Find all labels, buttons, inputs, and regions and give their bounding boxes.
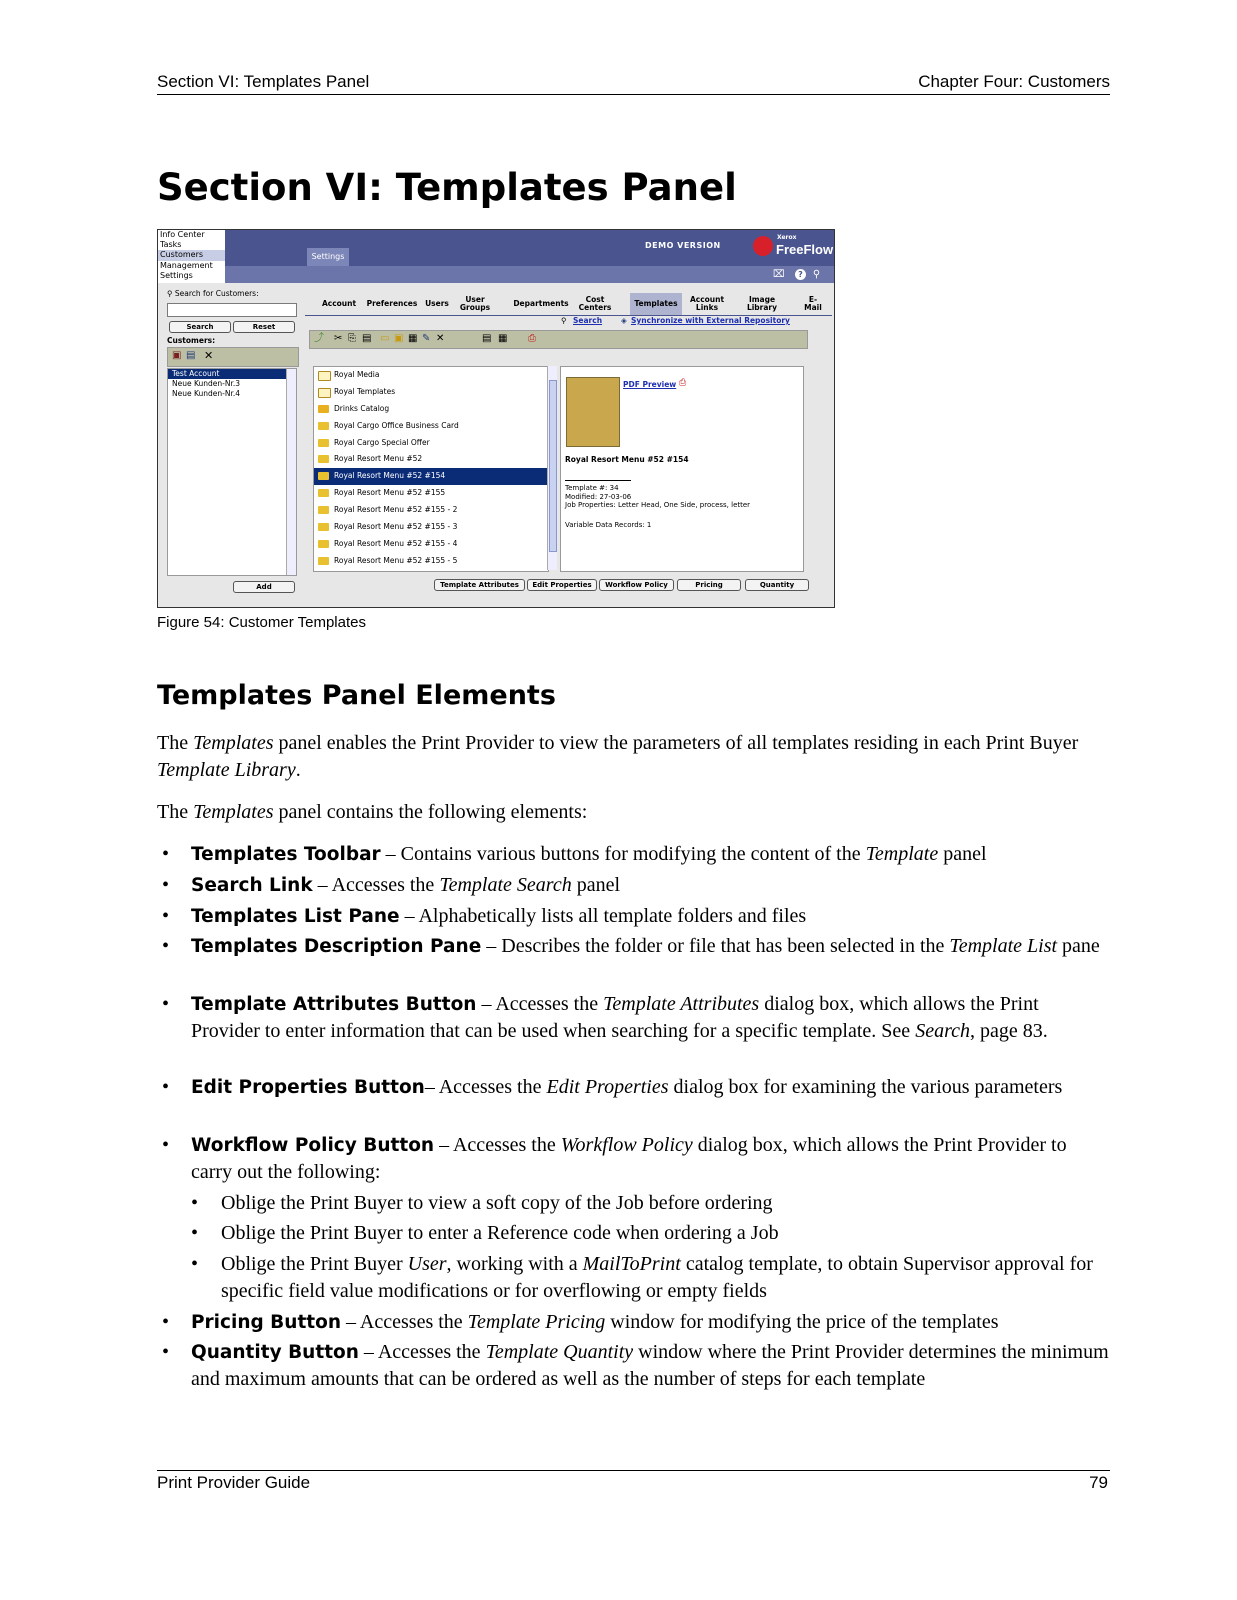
- customer-search-button[interactable]: Search: [169, 321, 231, 333]
- template-meta: [565, 484, 750, 510]
- add-customer-button[interactable]: Add: [233, 581, 295, 593]
- nav-management[interactable]: Management: [160, 260, 213, 270]
- user-icon[interactable]: ⚲: [812, 269, 821, 280]
- brand-small: Xerox: [777, 234, 797, 241]
- variable-data-records: Variable Data Records: 1: [565, 521, 652, 529]
- list-item[interactable]: Test Account: [168, 369, 296, 379]
- main-nav: [158, 230, 225, 283]
- delete-icon[interactable]: ✕: [436, 333, 445, 344]
- pdf-preview-link[interactable]: PDF Preview: [623, 380, 677, 389]
- list-item[interactable]: Royal Resort Menu #52 #155 - 2: [314, 502, 548, 519]
- template-attributes-button[interactable]: Template Attributes: [434, 579, 525, 591]
- tab-cost-centers[interactable]: Cost Centers: [578, 295, 612, 312]
- copy-icon[interactable]: ⎘: [348, 333, 356, 344]
- customer-search-input[interactable]: [167, 303, 297, 317]
- customer-templates-screenshot: [157, 229, 886, 608]
- page-number: 79: [1089, 1473, 1108, 1492]
- template-links: [305, 316, 832, 328]
- customers-label: Customers:: [167, 336, 216, 345]
- folder-icon: [318, 371, 331, 381]
- template-icon: [318, 489, 329, 497]
- elements-paragraph: The Templates panel contains the following elements:: [157, 801, 588, 823]
- catalog-icon: [318, 405, 329, 413]
- section-subtitle: Templates Panel Elements: [157, 680, 556, 711]
- template-icon: [318, 439, 329, 447]
- customer-reset-button[interactable]: Reset: [233, 321, 295, 333]
- nav-customers[interactable]: Customers: [158, 250, 225, 260]
- help-icon[interactable]: ?: [795, 269, 806, 280]
- tab-users[interactable]: Users: [425, 299, 449, 308]
- demo-label: DEMO VERSION: [645, 241, 721, 250]
- add-customer-icon[interactable]: ▣: [172, 350, 182, 361]
- edit-customer-icon[interactable]: ▤: [186, 350, 196, 361]
- up-folder-icon[interactable]: ⤴: [314, 333, 324, 344]
- grid-view-icon[interactable]: ▦: [498, 333, 508, 344]
- template-icon: [318, 540, 329, 548]
- list-item[interactable]: Royal Media: [314, 367, 548, 384]
- customer-list-scrollbar[interactable]: [286, 369, 296, 575]
- running-header: [157, 72, 1110, 95]
- search-customers-label: ⚲ Search for Customers:: [167, 289, 259, 298]
- delete-customer-icon[interactable]: ✕: [204, 349, 214, 362]
- figure-caption: Figure 54: Customer Templates: [157, 614, 366, 631]
- customers-pane: [163, 285, 300, 599]
- template-icon: [318, 506, 329, 514]
- template-icon: [318, 557, 329, 565]
- nav-info-center[interactable]: Info Center: [160, 230, 205, 239]
- top-banner: [225, 230, 886, 266]
- tab-user-groups[interactable]: User Groups: [459, 295, 491, 312]
- sub-toolbar: [225, 266, 834, 283]
- paste-icon[interactable]: ▤: [362, 333, 372, 344]
- rename-icon[interactable]: ✎: [422, 333, 431, 344]
- tab-email[interactable]: E-Mail: [804, 295, 822, 312]
- list-item[interactable]: Royal Cargo Office Business Card: [314, 418, 548, 435]
- network-icon[interactable]: ⌧: [773, 269, 785, 280]
- sync-repository-link[interactable]: Synchronize with External Repository: [631, 316, 790, 325]
- template-icon: [318, 523, 329, 531]
- quantity-button[interactable]: Quantity: [745, 579, 809, 591]
- template-modified: Modified: 27-03-06: [565, 492, 632, 501]
- cut-icon[interactable]: ✂: [334, 333, 343, 344]
- list-item[interactable]: Royal Resort Menu #52 #155 - 4: [314, 536, 548, 553]
- footer-left: Print Provider Guide: [157, 1473, 311, 1492]
- folder-icon: [318, 388, 331, 398]
- template-icon: [318, 455, 329, 463]
- intro-paragraph: The Templates panel enables the Print Provider to view the parameters of all templates residing in each Print Buyer Template Library.: [157, 732, 1079, 781]
- templates-toolbar: [309, 330, 808, 349]
- list-item[interactable]: Drinks Catalog: [314, 401, 548, 418]
- sync-icon: ◈: [621, 316, 627, 325]
- search-icon: ⚲: [167, 289, 173, 298]
- tab-account-links[interactable]: Account Links: [689, 295, 725, 312]
- tab-departments[interactable]: Departments: [513, 299, 569, 308]
- workflow-policy-button[interactable]: Workflow Policy: [599, 579, 674, 591]
- templates-list: [313, 366, 549, 572]
- new-template-icon[interactable]: ▣: [394, 333, 404, 344]
- nav-settings[interactable]: Settings: [160, 270, 193, 280]
- list-item[interactable]: Neue Kunden-Nr.3: [172, 379, 241, 388]
- settings-tab[interactable]: Settings: [307, 248, 349, 266]
- new-folder-icon[interactable]: ▭: [380, 333, 390, 344]
- brand-suffix: Web Services: [836, 247, 886, 256]
- header-right: Chapter Four: Customers: [918, 72, 1110, 91]
- customers-toolbar: [167, 347, 299, 367]
- running-footer: [157, 1470, 1110, 1495]
- template-thumbnail: [566, 377, 620, 447]
- template-number: Template #: 34: [565, 484, 619, 492]
- template-description-pane: [560, 366, 804, 572]
- tab-image-library[interactable]: Image Library: [746, 295, 778, 312]
- list-item[interactable]: Royal Resort Menu #52 #155: [314, 485, 548, 502]
- template-icon: [318, 472, 329, 480]
- page-title: Section VI: Templates Panel: [157, 166, 737, 209]
- xerox-logo-icon: [753, 236, 773, 256]
- list-item[interactable]: Neue Kunden-Nr.4: [172, 389, 241, 398]
- list-item[interactable]: Royal Resort Menu #52 #154: [314, 468, 548, 485]
- list-item[interactable]: Royal Resort Menu #52 #155 - 3: [314, 519, 548, 536]
- scrollbar-thumb[interactable]: [549, 380, 557, 552]
- divider: [565, 480, 631, 481]
- tab-account[interactable]: Account: [321, 299, 357, 308]
- brand-name: FreeFlow: [776, 242, 834, 257]
- customer-tabs: [305, 293, 832, 316]
- nav-tasks[interactable]: Tasks: [160, 240, 182, 250]
- header-left: Section VI: Templates Panel: [157, 72, 370, 91]
- customer-list: [167, 368, 297, 576]
- list-item[interactable]: Royal Resort Menu #52 #155 - 5: [314, 553, 548, 570]
- list-item[interactable]: Royal Resort Menu #52: [314, 451, 548, 468]
- tab-preferences[interactable]: Preferences: [366, 299, 418, 308]
- pdf-icon: ⎙: [679, 378, 687, 388]
- search-link[interactable]: Search: [573, 316, 603, 325]
- template-icon: [318, 422, 329, 430]
- tab-templates[interactable]: Templates: [630, 293, 682, 315]
- import-icon[interactable]: ▦: [408, 333, 418, 344]
- templates-pane: [305, 285, 832, 605]
- list-item[interactable]: Royal Templates: [314, 384, 548, 401]
- list-item[interactable]: Royal Cargo Special Offer: [314, 435, 548, 452]
- edit-properties-button[interactable]: Edit Properties: [527, 579, 597, 591]
- pricing-button[interactable]: Pricing: [677, 579, 741, 591]
- list-view-icon[interactable]: ▤: [482, 333, 492, 344]
- template-name: Royal Resort Menu #52 #154: [565, 455, 689, 464]
- template-job-properties: Job Properties: Letter Head, One Side, process, letter: [565, 501, 751, 509]
- templates-list-scrollbar[interactable]: [547, 366, 557, 570]
- pdf-icon[interactable]: ⎙: [528, 333, 536, 344]
- search-link-icon: ⚲: [561, 316, 567, 325]
